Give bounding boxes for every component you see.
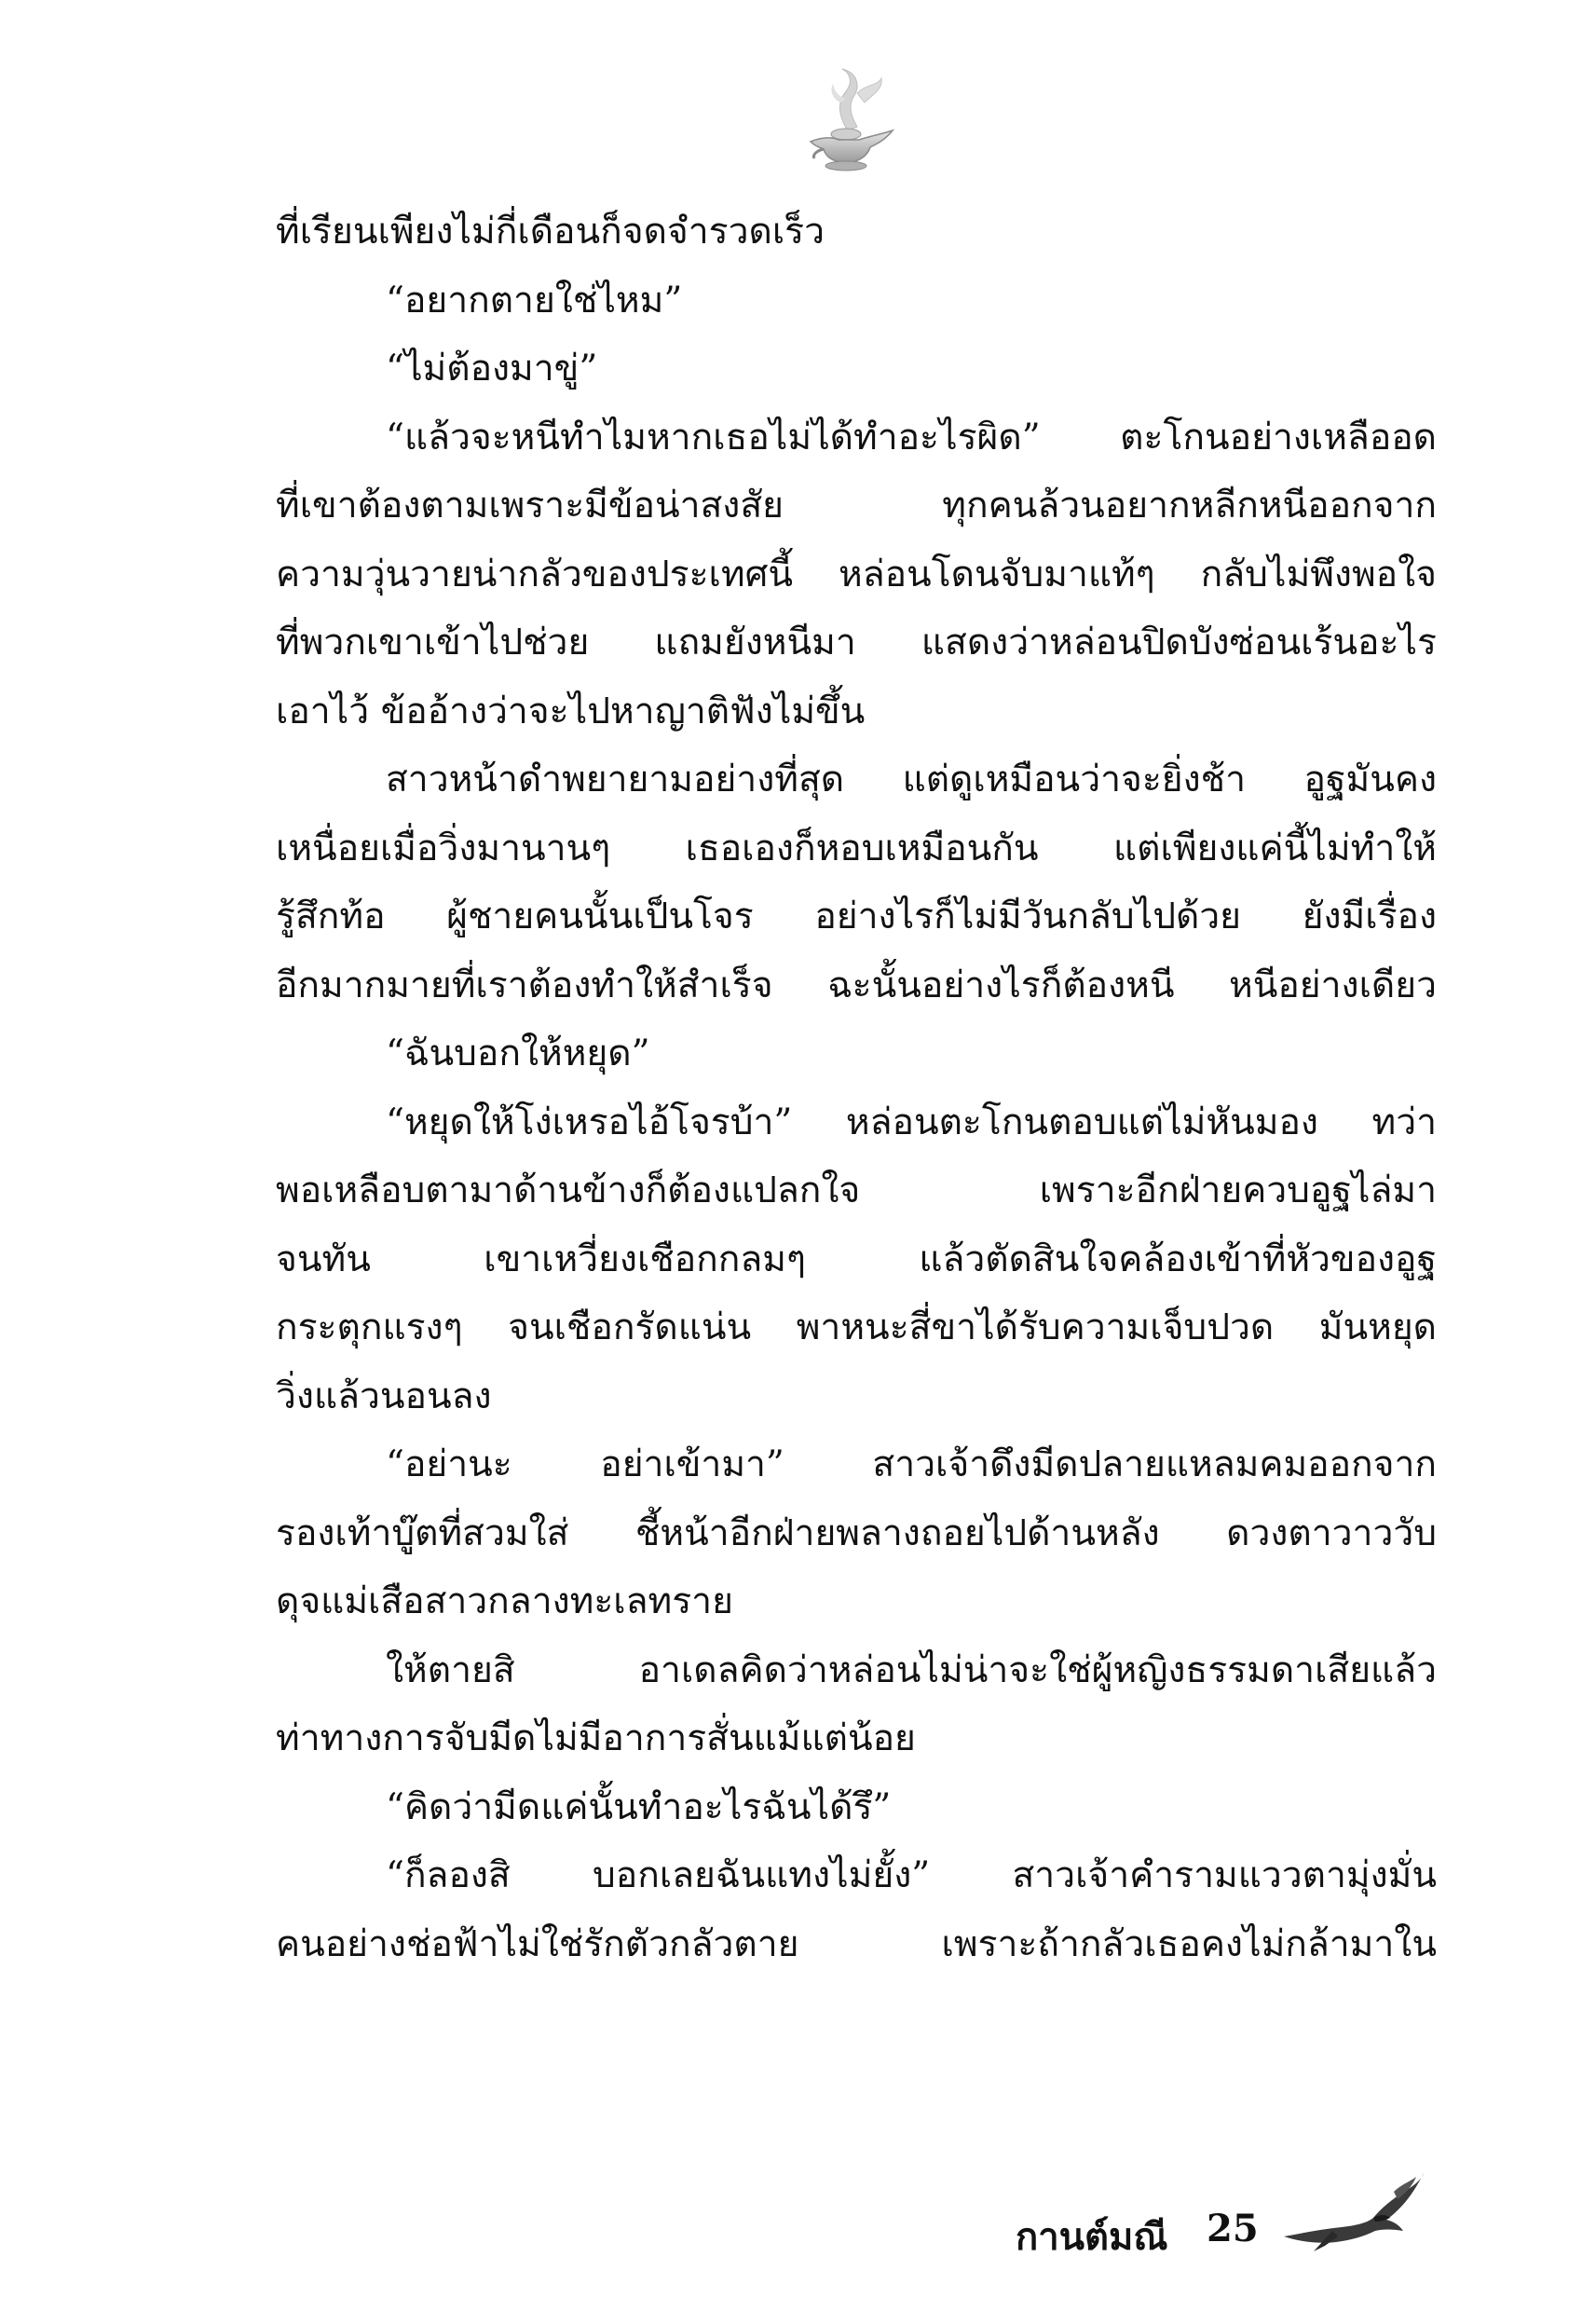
text-line: ที่เขาต้องตามเพราะมีข้อน่าสงสัย ทุกคนล้วนอยากหลีกหนีออกจาก (276, 485, 1437, 526)
text-line: คนอย่างช่อฟ้าไม่ใช่รักตัวกลัวตาย เพราะถ้ากลัวเธอคงไม่กล้ามาใน (276, 1922, 1437, 1965)
text-line: “อย่านะ อย่าเข้ามา” สาวเจ้าดึงมีดปลายแหลมคมออกจาก (386, 1443, 1437, 1485)
text-line: รองเท้าบู๊ตที่สวมใส่ ชี้หน้าอีกฝ่ายพลางถอยไปด้านหลัง ดวงตาวาววับ (276, 1511, 1437, 1554)
text-line: กระตุกแรงๆ จนเชือกรัดแน่น พาหนะสี่ขาได้รับความเจ็บปวด มันหยุด (276, 1306, 1437, 1348)
text-line: เหนื่อยเมื่อวิ่งมานานๆ เธอเองก็หอบเหมือนกัน แต่เพียงแค่นี้ไม่ทำให้ (276, 827, 1437, 869)
text-line: “อยากตายใช่ไหม” (386, 279, 683, 321)
author-name: กานต์มณี (1016, 2215, 1168, 2259)
page-body (276, 198, 1437, 1978)
text-line: ท่าทางการจับมีดไม่มีอาการสั่นแม้แต่น้อย (276, 1717, 916, 1759)
text-line: “ก็ลองสิ บอกเลยฉันแทงไม่ยั้ง” สาวเจ้าคำรามแววตามุ่งมั่น (386, 1854, 1437, 1896)
text-line: ดุจแม่เสือสาวกลางทะเลทราย (276, 1580, 733, 1622)
text-line: ที่พวกเขาเข้าไปช่วย แถมยังหนีมา แสดงว่าหล่อนปิดบังซ่อนเร้นอะไร (276, 622, 1437, 663)
text-line: “ฉันบอกให้หยุด” (386, 1032, 650, 1074)
eagle-icon (1276, 2171, 1425, 2264)
text-line: ให้ตายสิ อาเดลคิดว่าหล่อนไม่น่าจะใช่ผู้หญิงธรรมดาเสียแล้ว (386, 1648, 1437, 1691)
text-line: รู้สึกท้อ ผู้ชายคนนั้นเป็นโจร อย่างไรก็ไม่มีวันกลับไปด้วย ยังมีเรื่อง (276, 896, 1437, 937)
text-line: ที่เรียนเพียงไม่กี่เดือนก็จดจำรวดเร็ว (276, 211, 825, 253)
text-line: พอเหลือบตามาด้านข้างก็ต้องแปลกใจ เพราะอีกฝ่ายควบอูฐไล่มา (276, 1169, 1437, 1211)
text-line: สาวหน้าดำพยายามอย่างที่สุด แต่ดูเหมือนว่าจะยิ่งช้า อูฐมันคง (386, 759, 1437, 800)
magic-lamp-icon (792, 65, 904, 177)
text-line: วิ่งแล้วนอนลง (276, 1374, 492, 1417)
text-line: “คิดว่ามีดแค่นั้นทำอะไรฉันได้รึ” (386, 1785, 892, 1828)
text-line: เอาไว้ ข้ออ้างว่าจะไปหาญาติฟังไม่ขึ้น (276, 690, 866, 732)
page-footer (1016, 2171, 1453, 2274)
text-line: อีกมากมายที่เราต้องทำให้สำเร็จ ฉะนั้นอย่างไรก็ต้องหนี หนีอย่างเดียว (276, 964, 1437, 1006)
text-line: “ไม่ต้องมาขู่” (386, 348, 598, 390)
page-number: 25 (1207, 2207, 1259, 2250)
text-line: ความวุ่นวายน่ากลัวของประเทศนี้ หล่อนโดนจับมาแท้ๆ กลับไม่พึงพอใจ (276, 553, 1437, 595)
text-line: “แล้วจะหนีทำไมหากเธอไม่ได้ทำอะไรผิด” ตะโกนอย่างเหลืออด (386, 416, 1437, 458)
text-line: จนทัน เขาเหวี่ยงเชือกกลมๆ แล้วตัดสินใจคล้องเข้าที่หัวของอูฐ (276, 1238, 1437, 1280)
text-line: “หยุดให้โง่เหรอไอ้โจรบ้า” หล่อนตะโกนตอบแต่ไม่หันมอง ทว่า (386, 1101, 1437, 1143)
